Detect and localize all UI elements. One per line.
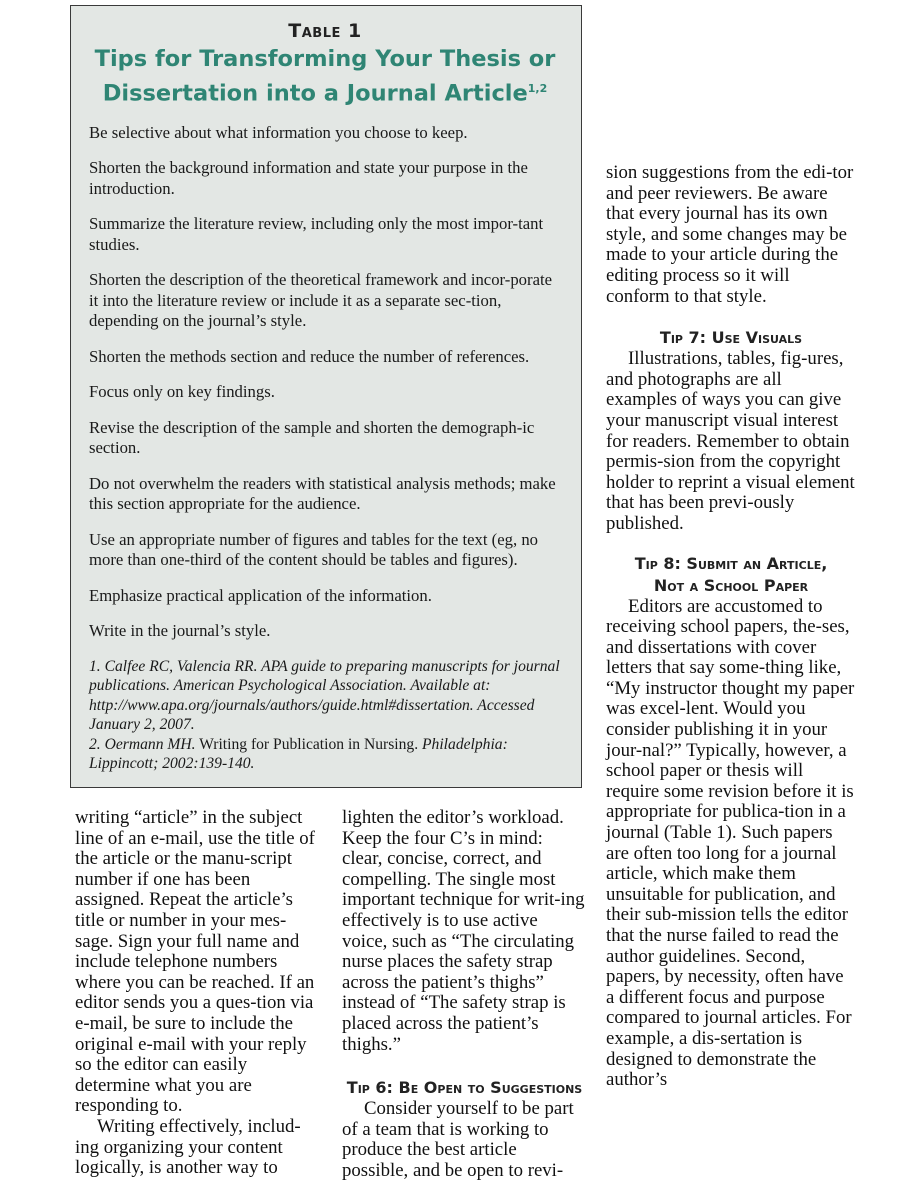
- tip-6-heading: Tip 6: Be Open to Suggestions: [346, 1078, 583, 1098]
- reference-2: [89, 735, 561, 774]
- tip-item: Use an appropriate number of figures and tables for the text (eg, no more than one-third of the content should be tables and figures).: [89, 529, 539, 569]
- tip-item: Do not overwhelm the readers with statistical analysis methods; make this section appropriate for the audience.: [89, 473, 556, 513]
- reference-2-publisher: Philadelphia: Lippincott; 2002:139-140.: [89, 735, 508, 772]
- reference-1: 1. Calfee RC, Valencia RR. APA guide to preparing manuscripts for journal publications. American Psychological Association. Available at: http://www.apa.org/journals/authors/guide.html#dissertation. Accessed January 2, 2007.: [89, 657, 560, 733]
- reference-2-book: Writing for Publication in Nursing.: [195, 735, 423, 753]
- tip-item: Focus only on key findings.: [89, 382, 275, 401]
- table-title-superscript: 1,2: [527, 82, 548, 95]
- tip-item: Write in the journal’s style.: [89, 621, 271, 640]
- tip-item: Be selective about what information you choose to keep.: [89, 122, 468, 142]
- tip-item: Shorten the description of the theoretical framework and incor-porate it into the literature review or include it as a separate sec-tion, depending on the journal’s style.: [89, 270, 553, 330]
- tip-item: Shorten the methods section and reduce the number of references.: [89, 346, 530, 366]
- column-1: [75, 808, 320, 1179]
- column-2: [342, 808, 587, 1182]
- tip-8-heading-line1: Tip 8: Submit an Article,: [634, 553, 828, 573]
- tip-8-heading: [606, 553, 856, 597]
- tip-item: Summarize the literature review, including only the most impor-tant studies.: [89, 214, 544, 254]
- tip-7-heading: Tip 7: Use Visuals: [659, 328, 803, 348]
- tip-8-heading-line2: Not a School Paper: [653, 575, 809, 595]
- column-3: [606, 163, 856, 1091]
- tips-list: [89, 123, 561, 642]
- column-1-paragraph-2: Writing effectively, includ-ing organizing your content logically, is another way to: [75, 1115, 301, 1179]
- reference-2-author: 2. Oermann MH.: [89, 735, 196, 753]
- table-label: Table 1: [288, 20, 362, 42]
- column-1-paragraph-1: writing “article” in the subject line of an e-mail, use the title of the article or the manu-script number if one has been assigned. Repeat the article’s title or number in your mes-sage. Sign your full name and include telephone numbers where you can be reached. If an editor sends you a ques-tion via e-mail, be sure to include the original e-mail with your reply so the editor can easily determine what you are responding to.: [75, 807, 315, 1117]
- column-2-paragraph-1: lighten the editor’s workload. Keep the four C’s in mind: clear, concise, correct, and compelling. The single most important technique for writ-ing effectively is to use active voice, such as “The circulating nurse places the safety strap across the patient’s thighs” instead of “The safety strap is placed across the patient’s thighs.”: [342, 807, 585, 1055]
- tip-7-text: Illustrations, tables, fig-ures, and photographs are all examples of ways you can give your manuscript visual interest for readers. Remember to obtain permis-sion from the copyright holder to reprint a visual element that has been previ-ously published.: [606, 348, 855, 534]
- table-title-line2: Dissertation into a Journal Article: [102, 80, 528, 107]
- tip-item: Revise the description of the sample and shorten the demograph-ic section.: [89, 417, 535, 457]
- tip-8-text: Editors are accustomed to receiving school papers, the-ses, and dissertations with cover letters that say some-thing like, “My instructor thought my paper was excel-lent. Would you consider publishing it in your jour-nal?” Typically, however, a school paper or thesis will require some revision before it is appropriate for publica-tion in a journal (Table 1). Such papers are often too long for a journal article, which make them unsuitable for publication, and their sub-mission tells the editor that the nurse failed to read the author guidelines. Second, papers, by necessity, often have a different focus and purpose compared to journal articles. For example, a dis-sertation is designed to demonstrate the author’s: [606, 595, 855, 1091]
- tip-item: Emphasize practical application of the information.: [89, 585, 432, 605]
- table-title-line1: Tips for Transforming Your Thesis or: [94, 46, 556, 72]
- tip-item: Shorten the background information and state your purpose in the introduction.: [89, 158, 528, 198]
- table-1-box: [70, 5, 582, 788]
- column-3-paragraph-1: sion suggestions from the edi-tor and peer reviewers. Be aware that every journal has its own style, and some changes may be made to your article during the editing process so it will conform to that style.: [606, 162, 854, 307]
- table-title: [89, 45, 561, 109]
- table-references: [89, 657, 561, 774]
- tip-6-text: Consider yourself to be part of a team that is working to produce the best article possible, and be open to revi-: [342, 1098, 574, 1181]
